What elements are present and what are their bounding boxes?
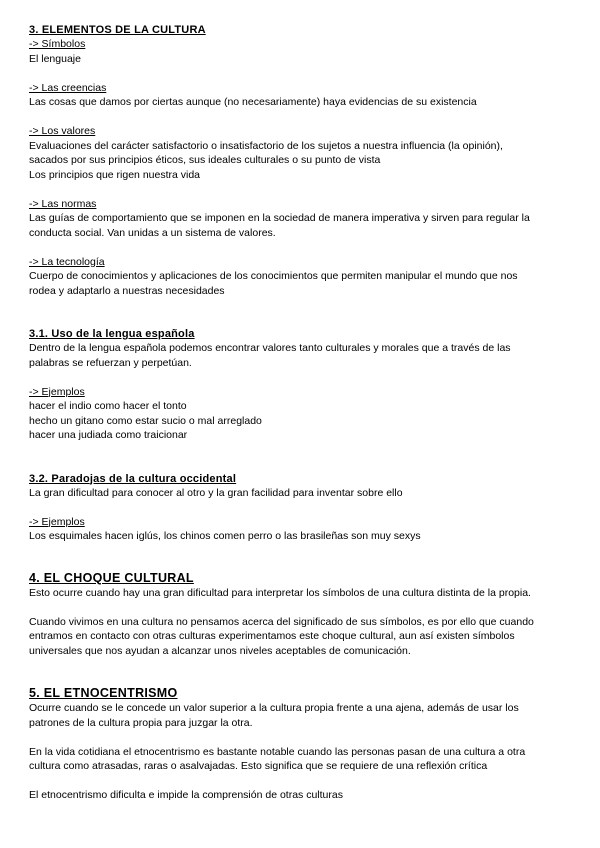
ejemplos-subtitle-2: -> Ejemplos — [29, 515, 85, 528]
lengua-text-2: palabras se refuerzan y perpetúan. — [29, 356, 192, 369]
section-3-2-title: 3.2. Paradojas de la cultura occidental — [29, 472, 237, 485]
choque-text-4: universales que nos ayudan a alcanzar unos niveles aceptables de comunicación. — [29, 644, 411, 657]
choque-text-2: Cuando vivimos en una cultura no pensamos acerca del significado de sus símbolos, es por ello que cuando — [29, 615, 534, 628]
ejemplos-subtitle-1: -> Ejemplos — [29, 385, 85, 398]
tecnologia-text-1: Cuerpo de conocimientos y aplicaciones de los conocimientos que permiten manipular el mundo que nos — [29, 270, 518, 282]
simbolos-text: El lenguaje — [29, 52, 81, 65]
simbolos-subtitle: -> Símbolos — [29, 38, 86, 50]
etno-text-3: En la vida cotidiana el etnocentrismo es bastante notable cuando las personas pasan de una cultura a otra — [29, 745, 526, 758]
valores-text-1: Evaluaciones del carácter satisfactorio o insatisfactorio de los sujetos a nuestra influencia (la opinión), — [29, 139, 503, 152]
creencias-subtitle: -> Las creencias — [29, 81, 107, 94]
etno-text-2: patrones de la cultura propia para juzgar la otra. — [29, 716, 253, 729]
ejemplo-item: hecho un gitano como estar sucio o mal arreglado — [29, 414, 262, 427]
valores-text-3: Los principios que rigen nuestra vida — [29, 168, 201, 181]
normas-subtitle: -> Las normas — [29, 197, 97, 210]
tecnologia-text-2: rodea y adaptarlo a nuestras necesidades — [29, 284, 225, 297]
tecnologia-subtitle: -> La tecnología — [29, 255, 105, 268]
choque-text-3: entramos en contacto con otras culturas experimentamos este choque cultural, aun así existen símbolos — [29, 630, 515, 642]
valores-subtitle: -> Los valores — [29, 125, 96, 137]
section-4-title: 4. EL CHOQUE CULTURAL — [29, 570, 194, 585]
lengua-text-1: Dentro de la lengua española podemos encontrar valores tanto culturales y morales que a través de las — [29, 342, 511, 354]
normas-text-1: Las guías de comportamiento que se imponen en la sociedad de manera imperativa y sirven para regular la — [29, 212, 530, 224]
ejemplo-item: Los esquimales hacen iglús, los chinos comen perro o las brasileñas son muy sexys — [29, 530, 421, 542]
section-3-title: 3. ELEMENTOS DE LA CULTURA — [29, 24, 206, 36]
ejemplo-item: hacer el indio como hacer el tonto — [29, 400, 187, 412]
creencias-text: Las cosas que damos por ciertas aunque (no necesariamente) haya evidencias de su existencia — [29, 96, 477, 108]
valores-text-2: sacados por sus principios éticos, sus ideales culturales o su punto de vista — [29, 154, 381, 166]
ejemplo-item: hacer una judiada como traicionar — [29, 429, 188, 441]
document-page — [29, 23, 574, 803]
etno-text-5: El etnocentrismo dificulta e impide la comprensión de otras culturas — [29, 789, 343, 801]
paradojas-text: La gran dificultad para conocer al otro y la gran facilidad para inventar sobre ello — [29, 486, 403, 499]
etno-text-1: Ocurre cuando se le concede un valor superior a la cultura propia frente a una ajena, además de usar los — [29, 702, 519, 714]
section-3-1-title: 3.1. Uso de la lengua española — [29, 328, 195, 340]
choque-text-1: Esto ocurre cuando hay una gran dificultad para interpretar los símbolos de una cultura distinta de la propia. — [29, 586, 531, 599]
section-5-title: 5. EL ETNOCENTRISMO — [29, 686, 178, 700]
normas-text-2: conducta social. Van unidas a un sistema de valores. — [29, 226, 276, 239]
etno-text-4: cultura como atrasadas, raras o asalvajadas. Esto significa que se requiere de una reflexión crítica — [29, 760, 488, 772]
